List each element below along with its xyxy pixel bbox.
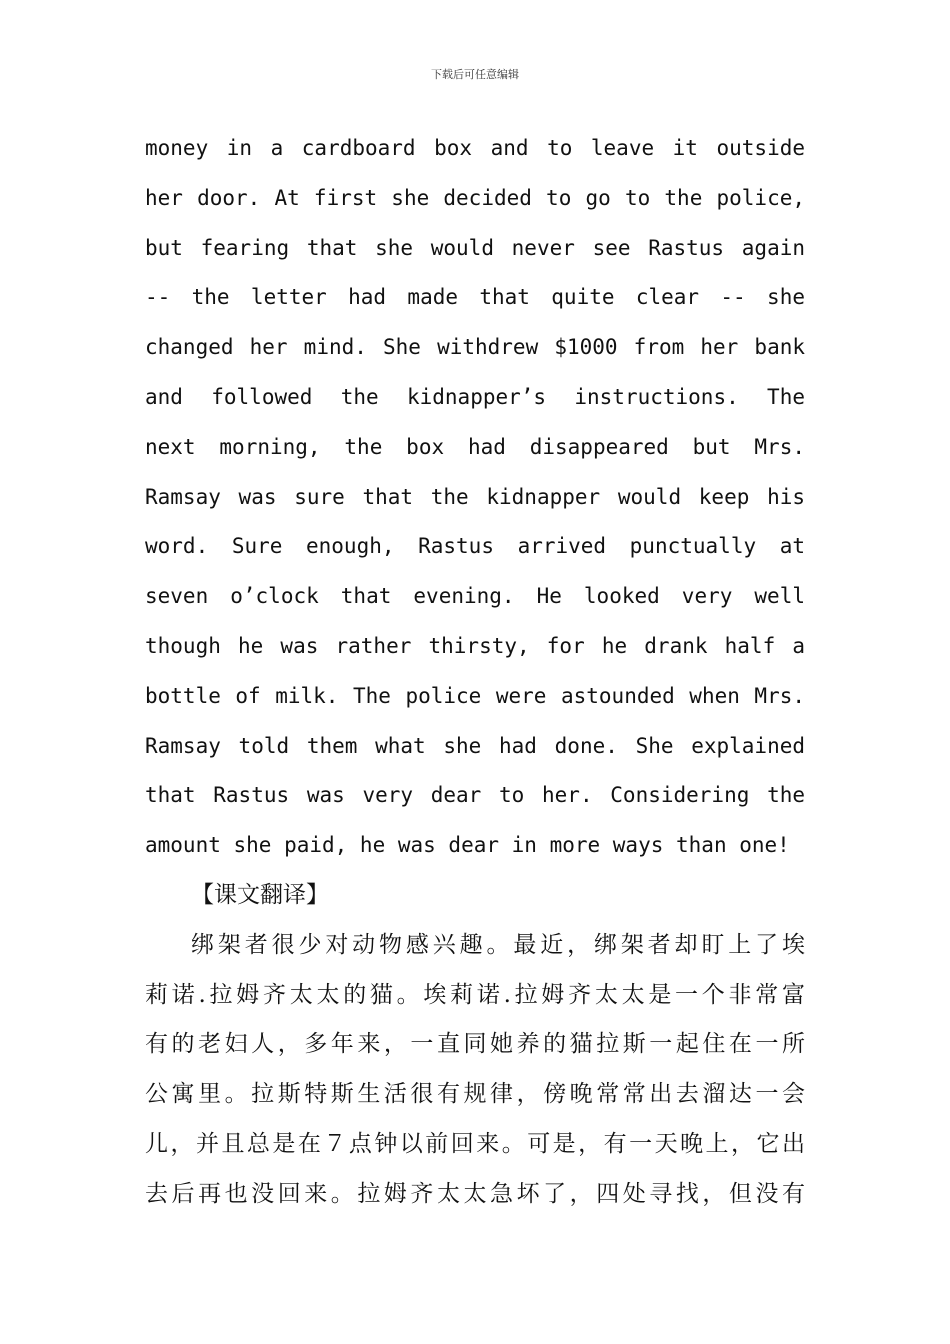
text-line: word. Sure enough, Rastus arrived punctually at — [145, 534, 805, 559]
text-line: 绑架者很少对动物感兴趣。最近，绑架者却盯上了埃 — [191, 931, 805, 958]
text-line: 公寓里。拉斯特斯生活很有规律，傍晚常常出去溜达一会 — [145, 1081, 805, 1108]
text-line: her door. At first she decided to go to the police, — [145, 185, 805, 210]
text-line: 有的老妇人，多年来，一直同她养的猫拉斯一起住在一所 — [145, 1031, 805, 1058]
text-line: money in a cardboard box and to leave it outside — [145, 136, 805, 160]
text-line: and followed the kidnapper’s instructions. The — [145, 384, 805, 409]
text-line: seven o’clock that evening. He looked very well — [145, 584, 805, 609]
text-line: Ramsay was sure that the kidnapper would keep his — [145, 484, 805, 509]
text-line: 去后再也没回来。拉姆齐太太急坏了，四处寻找，但没有 — [145, 1180, 805, 1207]
section-heading: 【课文翻译】 — [191, 881, 329, 908]
text-line: though he was rather thirsty, for he drank half a — [145, 633, 805, 658]
text-line: that Rastus was very dear to her. Considering the — [145, 783, 805, 808]
document-body — [145, 124, 805, 1220]
page-header: 下载后可任意编辑 — [431, 68, 519, 81]
text-line: 儿，并且总是在７点钟以前回来。可是，有一天晚上，它出 — [145, 1130, 805, 1157]
text-line: changed her mind. She withdrew $1000 from her bank — [145, 335, 805, 360]
text-line: bottle of milk. The police were astounded when Mrs. — [145, 683, 805, 708]
text-line: -- the letter had made that quite clear -- she — [145, 285, 805, 310]
text-line: amount she paid, he was dear in more ways than one! — [145, 833, 790, 858]
text-line: next morning, the box had disappeared but Mrs. — [145, 434, 805, 459]
text-line: Ramsay told them what she had done. She explained — [145, 733, 805, 758]
text-line: but fearing that she would never see Rastus again — [145, 235, 805, 260]
text-line: 莉诺.拉姆齐太太的猫。埃莉诺.拉姆齐太太是一个非常富 — [145, 981, 805, 1008]
